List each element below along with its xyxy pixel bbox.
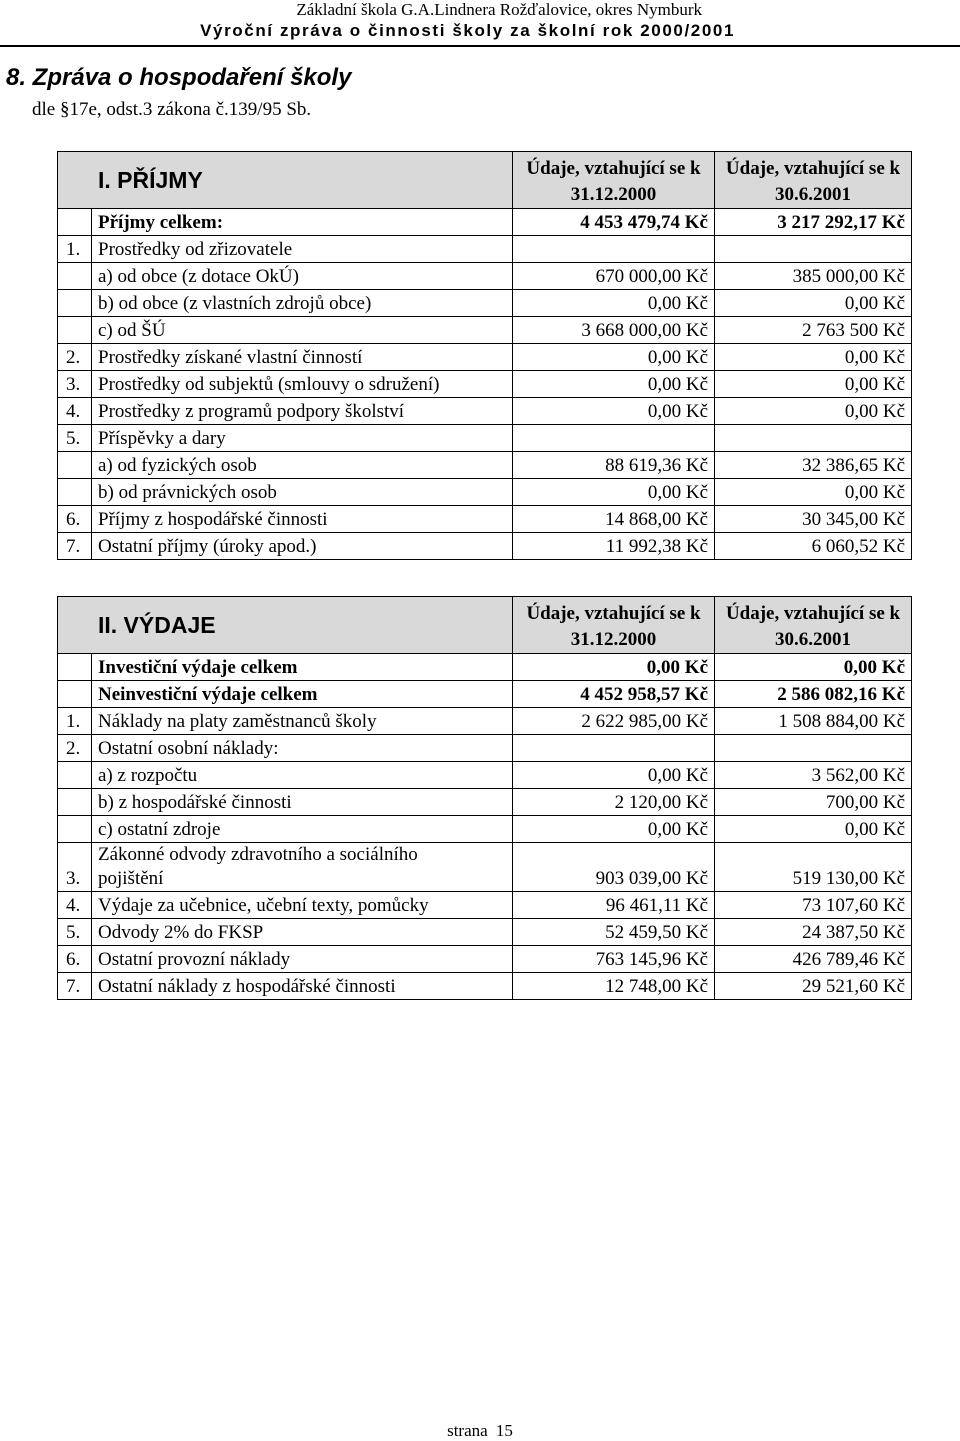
row-value-2001: 0,00 Kč xyxy=(715,816,912,843)
row-label: Prostředky získané vlastní činností xyxy=(92,344,513,371)
table-row xyxy=(58,425,912,452)
page-label: strana xyxy=(447,1421,488,1440)
row-label: Prostředky z programů podpory školství xyxy=(92,398,513,425)
row-label: Výdaje za učebnice, učební texty, pomůcky xyxy=(92,892,513,919)
row-value-2000: 0,00 Kč xyxy=(513,398,715,425)
row-value-2000: 2 120,00 Kč xyxy=(513,789,715,816)
expenses-title: II. VÝDAJE xyxy=(58,597,513,654)
row-label: Příjmy celkem: xyxy=(92,209,513,236)
table-row xyxy=(58,735,912,762)
row-value-2001 xyxy=(715,236,912,263)
row-number: 4. xyxy=(58,398,92,425)
row-number: 4. xyxy=(58,892,92,919)
income-header-row xyxy=(58,152,912,209)
table-row xyxy=(58,263,912,290)
row-number: 5. xyxy=(58,919,92,946)
table-row xyxy=(58,892,912,919)
table-row xyxy=(58,290,912,317)
row-value-2000: 763 145,96 Kč xyxy=(513,946,715,973)
table-row xyxy=(58,398,912,425)
row-value-2001: 2 586 082,16 Kč xyxy=(715,681,912,708)
row-value-2001: 0,00 Kč xyxy=(715,371,912,398)
row-label: c) ostatní zdroje xyxy=(92,816,513,843)
row-value-2001: 0,00 Kč xyxy=(715,290,912,317)
row-value-2000: 2 622 985,00 Kč xyxy=(513,708,715,735)
row-number xyxy=(58,290,92,317)
table-row xyxy=(58,919,912,946)
income-col2-header: Údaje, vztahující se k 30.6.2001 xyxy=(715,152,912,209)
row-label: Prostředky od subjektů (smlouvy o sdružení) xyxy=(92,371,513,398)
table-row xyxy=(58,533,912,560)
row-value-2001: 73 107,60 Kč xyxy=(715,892,912,919)
row-number xyxy=(58,479,92,506)
row-value-2001: 3 217 292,17 Kč xyxy=(715,209,912,236)
row-number: 3. xyxy=(58,843,92,892)
school-header: Základní škola G.A.Lindnera Rožďalovice, okres Nymburk xyxy=(296,0,702,19)
expenses-table xyxy=(57,596,912,1000)
table-row xyxy=(58,816,912,843)
row-label: Odvody 2% do FKSP xyxy=(92,919,513,946)
row-value-2001: 519 130,00 Kč xyxy=(715,843,912,892)
table-row xyxy=(58,973,912,1000)
row-label: b) od právnických osob xyxy=(92,479,513,506)
row-value-2000: 903 039,00 Kč xyxy=(513,843,715,892)
row-label: c) od ŠÚ xyxy=(92,317,513,344)
row-number xyxy=(58,452,92,479)
row-value-2000: 670 000,00 Kč xyxy=(513,263,715,290)
row-label: b) z hospodářské činnosti xyxy=(92,789,513,816)
row-value-2000: 52 459,50 Kč xyxy=(513,919,715,946)
row-label: Příspěvky a dary xyxy=(92,425,513,452)
row-number: 7. xyxy=(58,533,92,560)
table-row xyxy=(58,236,912,263)
row-number xyxy=(58,209,92,236)
row-value-2000: 11 992,38 Kč xyxy=(513,533,715,560)
row-value-2001: 0,00 Kč xyxy=(715,344,912,371)
row-value-2001: 30 345,00 Kč xyxy=(715,506,912,533)
expenses-col2-header: Údaje, vztahující se k 30.6.2001 xyxy=(715,597,912,654)
section-subtitle: dle §17e, odst.3 zákona č.139/95 Sb. xyxy=(32,99,312,120)
row-number xyxy=(58,654,92,681)
row-value-2000: 12 748,00 Kč xyxy=(513,973,715,1000)
row-value-2001 xyxy=(715,735,912,762)
row-value-2001: 24 387,50 Kč xyxy=(715,919,912,946)
expenses-col1-header: Údaje, vztahující se k 31.12.2000 xyxy=(513,597,715,654)
row-label: Ostatní náklady z hospodářské činnosti xyxy=(92,973,513,1000)
row-number xyxy=(58,681,92,708)
row-number: 1. xyxy=(58,708,92,735)
table-row xyxy=(58,317,912,344)
row-number: 5. xyxy=(58,425,92,452)
row-value-2000: 0,00 Kč xyxy=(513,344,715,371)
row-label: Náklady na platy zaměstnanců školy xyxy=(92,708,513,735)
table-row xyxy=(58,209,912,236)
page-number: 15 xyxy=(495,1421,513,1440)
row-value-2000: 88 619,36 Kč xyxy=(513,452,715,479)
row-number: 1. xyxy=(58,236,92,263)
table-row xyxy=(58,506,912,533)
row-label: Ostatní provozní náklady xyxy=(92,946,513,973)
table-row xyxy=(58,789,912,816)
table-row xyxy=(58,843,912,892)
row-label xyxy=(92,843,513,892)
table-row xyxy=(58,708,912,735)
row-value-2000: 0,00 Kč xyxy=(513,290,715,317)
report-header: Výroční zpráva o činnosti školy za školní rok 2000/2001 xyxy=(200,21,735,40)
row-value-2001: 1 508 884,00 Kč xyxy=(715,708,912,735)
row-label: a) z rozpočtu xyxy=(92,762,513,789)
row-label: Investiční výdaje celkem xyxy=(92,654,513,681)
row-value-2000: 14 868,00 Kč xyxy=(513,506,715,533)
row-label: Ostatní osobní náklady: xyxy=(92,735,513,762)
row-value-2000: 96 461,11 Kč xyxy=(513,892,715,919)
row-number: 2. xyxy=(58,344,92,371)
row-value-2001: 32 386,65 Kč xyxy=(715,452,912,479)
row-value-2001: 0,00 Kč xyxy=(715,479,912,506)
row-number xyxy=(58,816,92,843)
table-row xyxy=(58,654,912,681)
table-row xyxy=(58,946,912,973)
row-label: a) od obce (z dotace OkÚ) xyxy=(92,263,513,290)
row-label-line1: Zákonné odvody zdravotního a sociálního xyxy=(98,844,418,865)
income-table xyxy=(57,151,912,560)
row-value-2001: 426 789,46 Kč xyxy=(715,946,912,973)
row-value-2001: 700,00 Kč xyxy=(715,789,912,816)
row-value-2000 xyxy=(513,236,715,263)
income-col1-header: Údaje, vztahující se k 31.12.2000 xyxy=(513,152,715,209)
row-label: Neinvestiční výdaje celkem xyxy=(92,681,513,708)
header-divider xyxy=(0,45,960,47)
row-value-2001: 2 763 500 Kč xyxy=(715,317,912,344)
row-value-2000: 0,00 Kč xyxy=(513,816,715,843)
row-value-2000: 4 453 479,74 Kč xyxy=(513,209,715,236)
table-row xyxy=(58,371,912,398)
row-label: a) od fyzických osob xyxy=(92,452,513,479)
row-value-2001: 0,00 Kč xyxy=(715,654,912,681)
row-value-2000: 0,00 Kč xyxy=(513,479,715,506)
row-value-2000: 0,00 Kč xyxy=(513,762,715,789)
row-number: 6. xyxy=(58,506,92,533)
row-value-2001 xyxy=(715,425,912,452)
row-value-2000: 3 668 000,00 Kč xyxy=(513,317,715,344)
section-title: 8. Zpráva o hospodaření školy xyxy=(6,64,352,91)
row-number xyxy=(58,263,92,290)
row-value-2000: 0,00 Kč xyxy=(513,654,715,681)
table-row xyxy=(58,479,912,506)
row-value-2000 xyxy=(513,735,715,762)
row-label: Prostředky od zřizovatele xyxy=(92,236,513,263)
row-value-2001: 6 060,52 Kč xyxy=(715,533,912,560)
table-row xyxy=(58,762,912,789)
row-value-2000 xyxy=(513,425,715,452)
row-number xyxy=(58,789,92,816)
table-row xyxy=(58,452,912,479)
row-number xyxy=(58,762,92,789)
row-label: Příjmy z hospodářské činnosti xyxy=(92,506,513,533)
row-label-line2: pojištění xyxy=(98,868,164,889)
row-number xyxy=(58,317,92,344)
expenses-header-row xyxy=(58,597,912,654)
row-value-2001: 0,00 Kč xyxy=(715,398,912,425)
row-value-2000: 4 452 958,57 Kč xyxy=(513,681,715,708)
row-label: Ostatní příjmy (úroky apod.) xyxy=(92,533,513,560)
table-row xyxy=(58,344,912,371)
row-value-2000: 0,00 Kč xyxy=(513,371,715,398)
row-value-2001: 29 521,60 Kč xyxy=(715,973,912,1000)
row-value-2001: 385 000,00 Kč xyxy=(715,263,912,290)
income-title: I. PŘÍJMY xyxy=(58,152,513,209)
row-value-2001: 3 562,00 Kč xyxy=(715,762,912,789)
row-label: b) od obce (z vlastních zdrojů obce) xyxy=(92,290,513,317)
page-footer xyxy=(0,1421,960,1441)
table-row xyxy=(58,681,912,708)
row-number: 3. xyxy=(58,371,92,398)
row-number: 2. xyxy=(58,735,92,762)
row-number: 6. xyxy=(58,946,92,973)
row-number: 7. xyxy=(58,973,92,1000)
